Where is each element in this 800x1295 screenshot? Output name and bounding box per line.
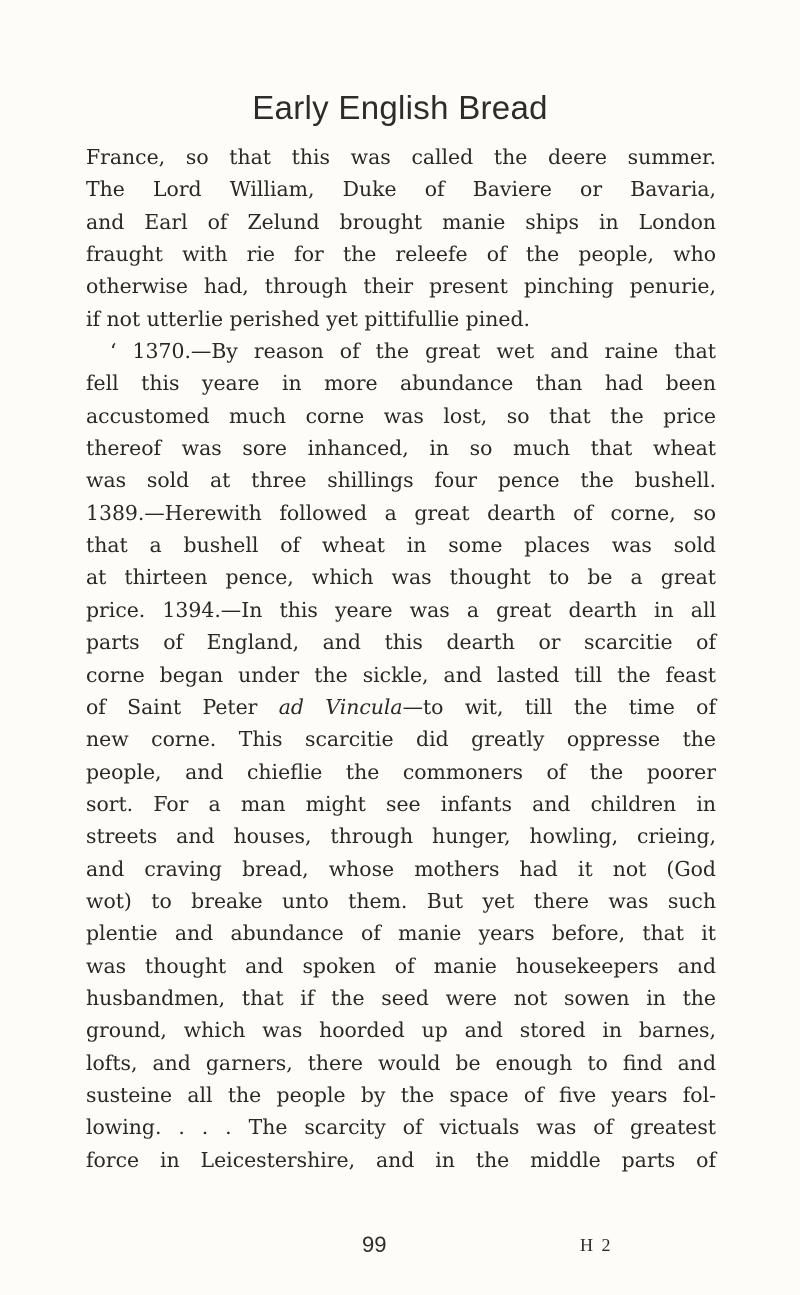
text-line: otherwise had, through their present pinching penurie, [86, 274, 716, 299]
text-line: price. 1394.—In this yeare was a great dearth in all [86, 597, 716, 622]
text-line: France, so that this was called the deere summer. [86, 145, 716, 169]
text-line: wot) to breake unto them. But yet there was such [86, 888, 716, 913]
text-line: parts of England, and this dearth or scarcitie of [86, 630, 716, 655]
text-line: plentie and abundance of manie years before, that it [86, 921, 716, 946]
text-line: people, and chieflie the commoners of the poorer [86, 759, 716, 784]
italic-phrase: ad Vincula [278, 694, 403, 719]
text-line: that a bushell of wheat in some places was sold [86, 533, 716, 558]
signature-mark: H 2 [580, 1235, 613, 1255]
text-line: sort. For a man might see infants and children in [86, 791, 716, 816]
text-line: streets and houses, through hunger, howling, crieing, [86, 824, 716, 849]
text-line: lowing. . . . The scarcity of victuals was of greatest [86, 1115, 716, 1140]
text-line-with-italic [86, 691, 716, 723]
text-line: corne began under the sickle, and lasted till the feast [86, 662, 716, 687]
text-line: if not utterlie perished yet pittifullie pined. [86, 306, 530, 331]
text-line: new corne. This scarcitie did greatly oppresse the [86, 727, 716, 752]
text-line: at thirteen pence, which was thought to be a great [86, 565, 716, 590]
text-run: of Saint Peter [86, 694, 279, 719]
running-head: Early English Bread [252, 89, 548, 126]
text-line: was thought and spoken of manie housekeepers and [86, 953, 716, 978]
text-line: force in Leicestershire, and in the middle parts of [86, 1147, 716, 1172]
text-line: The Lord William, Duke of Baviere or Bavaria, [86, 177, 716, 202]
text-line: 1389.—Herewith followed a great dearth of corne, so [86, 500, 716, 525]
text-run: —to wit, till the time of [402, 694, 716, 719]
text-line: was sold at three shillings four pence the bushell. [86, 468, 716, 493]
text-line: ‘ 1370.—By reason of the great wet and raine that [110, 339, 716, 364]
text-line: fraught with rie for the releefe of the people, who [86, 242, 716, 267]
text-line: and craving bread, whose mothers had it not (God [86, 856, 716, 881]
text-line: thereof was sore inhanced, in so much that wheat [86, 436, 716, 461]
text-line: husbandmen, that if the seed were not sowen in the [86, 985, 716, 1010]
text-line: fell this yeare in more abundance than had been [86, 371, 716, 396]
text-line: ground, which was hoorded up and stored in barnes, [86, 1018, 716, 1043]
body-text [86, 141, 716, 1176]
text-line: lofts, and garners, there would be enough to find and [86, 1050, 716, 1075]
page-number: 99 [362, 1232, 387, 1257]
page-footer [0, 1230, 800, 1262]
text-line: and Earl of Zelund brought manie ships in London [86, 209, 716, 234]
text-line: accustomed much corne was lost, so that the price [86, 403, 716, 428]
text-line: susteine all the people by the space of five years fol- [86, 1082, 716, 1107]
